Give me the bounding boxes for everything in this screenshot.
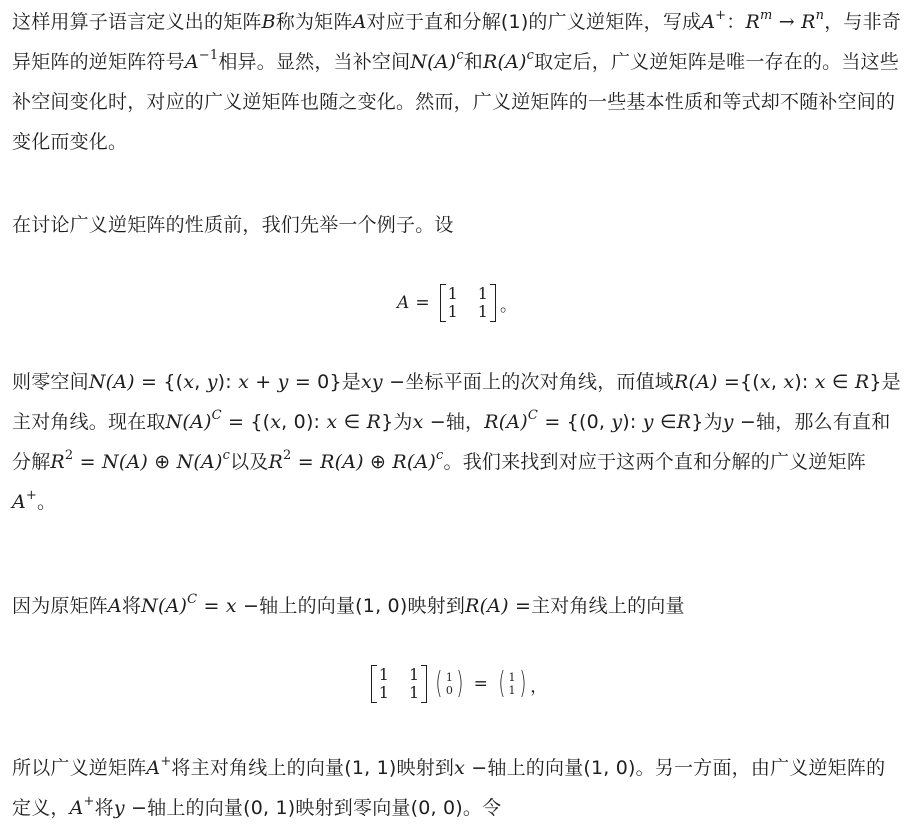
math-symbol: R — [268, 451, 283, 473]
text: ): — [794, 371, 815, 393]
paragraph-conclusion — [12, 748, 902, 828]
text: 因为原矩阵 — [12, 595, 109, 617]
math-symbol: x — [454, 757, 466, 779]
vector-entry: 0 — [445, 684, 453, 697]
superscript: 2 — [64, 448, 74, 463]
math-symbol: A — [184, 51, 199, 73]
vector-entry: 1 — [508, 671, 516, 684]
superscript: n — [815, 8, 825, 23]
superscript: C — [187, 592, 198, 607]
paragraph-null-space — [12, 362, 902, 522]
text: }为 — [691, 411, 723, 433]
matrix-entry: 1 — [477, 284, 488, 303]
text: }为 — [381, 411, 413, 433]
text: ∈ — [653, 411, 677, 433]
math-symbol: A — [146, 757, 161, 779]
superscript: c — [456, 48, 464, 63]
math-symbol: A — [12, 491, 26, 513]
math-symbol: R — [801, 11, 816, 33]
text: = — [291, 451, 321, 473]
math-symbol: N(A) — [141, 595, 188, 617]
text: ): — [622, 411, 643, 433]
vector-entry: 1 — [508, 684, 516, 697]
paragraph-mapping — [12, 586, 902, 626]
left-paren: ( — [498, 666, 506, 701]
superscript: m — [759, 8, 773, 23]
math-symbol: x — [783, 371, 795, 393]
superscript: + — [160, 754, 172, 769]
math-symbol: A — [69, 797, 84, 819]
math-symbol: R(A) — [483, 51, 527, 73]
text: 。我们来找到对应于这两个直和分解的广义逆矩阵 — [443, 451, 866, 473]
math-symbol: R(A) — [392, 451, 437, 473]
math-symbol: xy — [360, 371, 383, 393]
equation-matrix-a — [12, 283, 902, 323]
math-symbol: R(A) — [674, 371, 718, 393]
right-bracket — [421, 665, 427, 703]
math-symbol: N(A) — [176, 451, 223, 473]
math-symbol: x — [238, 371, 250, 393]
text: 则零空间 — [12, 371, 89, 393]
math-symbol: R(A) — [465, 595, 509, 617]
math-symbol: y — [206, 371, 218, 393]
text: 将 — [94, 797, 114, 819]
superscript: c — [436, 448, 444, 463]
superscript: c — [222, 448, 231, 463]
math-symbol: A — [397, 293, 410, 313]
text: 和 — [463, 51, 483, 73]
math-symbol: → — [772, 11, 795, 33]
right-paren: ) — [456, 666, 464, 701]
vector-entry: 1 — [445, 671, 453, 684]
text: ，与非奇异矩阵的逆矩阵符号 — [12, 11, 902, 73]
equation-matrix-vector — [12, 664, 902, 704]
text: −轴上的向量(1, 0)。另一方面，由广义逆矩阵的定义， — [12, 757, 886, 819]
matrix-entries — [377, 665, 421, 703]
text: , — [770, 371, 784, 393]
text: 相异。显然，当补空间 — [218, 51, 411, 73]
math-symbol: R — [50, 451, 65, 473]
text: = — [197, 595, 226, 617]
matrix-entry: 1 — [408, 683, 420, 702]
math-symbol: N(A) — [102, 451, 148, 473]
text: }是主对角线。现在取 — [12, 371, 901, 433]
text: 取定后，广义逆矩阵是唯一存在的。当这些补空间变化时，对应的广义逆矩阵也随之变化。然而，广义逆矩阵的一些基本性质和等式却不随补空间的变化而变化。 — [12, 51, 899, 153]
math-symbol: y — [642, 411, 654, 433]
math-symbol: N(A) — [165, 411, 212, 433]
math-symbol: y — [611, 411, 623, 433]
text: −轴，那么有直和分解 — [12, 411, 891, 473]
superscript: C — [211, 408, 222, 423]
math-symbol: x — [814, 371, 826, 393]
math-symbol: x — [412, 411, 424, 433]
math-symbol: N(A) — [410, 51, 457, 73]
math-symbol: R — [676, 411, 692, 433]
math-symbol: x — [270, 411, 282, 433]
equals-sign: = — [415, 293, 430, 313]
math-symbol: R — [854, 371, 870, 393]
superscript: + — [715, 8, 727, 23]
matrix-entry: 1 — [378, 683, 389, 702]
matrix — [440, 284, 496, 322]
matrix-entry: 1 — [408, 665, 420, 684]
matrix-entry: 1 — [447, 284, 458, 303]
math-symbol: y — [113, 797, 125, 819]
text: −轴上的向量(0, 1)映射到零向量(0, 0)。令 — [124, 797, 502, 819]
math-symbol: y — [277, 371, 289, 393]
matrix-entry: 1 — [447, 302, 458, 321]
paragraph-definition — [12, 2, 902, 162]
text: =主对角线上的向量 — [508, 595, 685, 617]
paragraph-example-intro: 在讨论广义逆矩阵的性质前，我们先举一个例子。设 — [12, 214, 454, 236]
vector-entries — [445, 671, 454, 697]
text: ={( — [717, 371, 760, 393]
vector-output — [496, 666, 528, 701]
text: −轴， — [423, 411, 485, 433]
superscript: C — [527, 408, 539, 423]
punctuation: ， — [530, 676, 548, 697]
superscript: + — [83, 794, 95, 809]
text: ⊕ — [363, 451, 393, 473]
math-symbol: A — [701, 11, 716, 33]
left-paren: ( — [435, 666, 443, 701]
math-symbol: x — [183, 371, 195, 393]
math-symbol: B — [261, 11, 276, 33]
matrix-entry: 1 — [378, 665, 389, 684]
math-symbol: x — [326, 411, 338, 433]
text: 这样用算子语言定义出的矩阵 — [12, 11, 262, 33]
vector-input — [433, 666, 465, 701]
text: , — [194, 371, 207, 393]
text: ∈ — [825, 371, 855, 393]
text: , 0): — [281, 411, 327, 433]
math-symbol: N(A) — [88, 371, 135, 393]
text: = 0}是 — [288, 371, 361, 393]
math-symbol: A — [108, 595, 122, 617]
text: 将主对角线上的向量(1, 1)映射到 — [171, 757, 455, 779]
text: 称为矩阵 — [275, 11, 353, 33]
text: −坐标平面上的次对角线，而值域 — [382, 371, 674, 393]
right-paren: ) — [518, 666, 526, 701]
text: ⊕ — [148, 451, 177, 473]
text: = {( — [221, 411, 271, 433]
math-symbol: A — [352, 11, 367, 33]
right-bracket — [490, 284, 496, 322]
text: ∈ — [337, 411, 367, 433]
text: −轴上的向量(1, 0)映射到 — [236, 595, 466, 617]
text: = — [73, 451, 103, 473]
punctuation: 。 — [499, 295, 517, 316]
math-symbol: R — [366, 411, 382, 433]
text: ： — [726, 11, 746, 33]
text: 。 — [37, 491, 57, 513]
math-symbol: x — [759, 371, 771, 393]
math-symbol: R(A) — [320, 451, 364, 473]
text: 对应于直和分解(1)的广义逆矩阵，写成 — [366, 11, 702, 33]
superscript: 2 — [283, 448, 292, 463]
matrix-entries — [446, 284, 490, 322]
matrix-entry: 1 — [477, 302, 488, 321]
text: = {(0, — [538, 411, 612, 433]
text: + — [249, 371, 278, 393]
equals-sign: = — [473, 674, 488, 694]
math-symbol: R(A) — [484, 411, 528, 433]
math-symbol: y — [722, 411, 734, 433]
math-symbol: x — [225, 595, 237, 617]
superscript: −1 — [198, 48, 219, 63]
text: ): — [217, 371, 239, 393]
vector-entries — [508, 671, 517, 697]
superscript: + — [25, 488, 38, 503]
text: = {( — [134, 371, 184, 393]
matrix — [371, 665, 427, 703]
math-symbol: R — [745, 11, 760, 33]
text: 将 — [121, 595, 142, 617]
text: 所以广义逆矩阵 — [12, 757, 147, 779]
superscript: c — [526, 48, 535, 63]
text: 以及 — [230, 451, 269, 473]
